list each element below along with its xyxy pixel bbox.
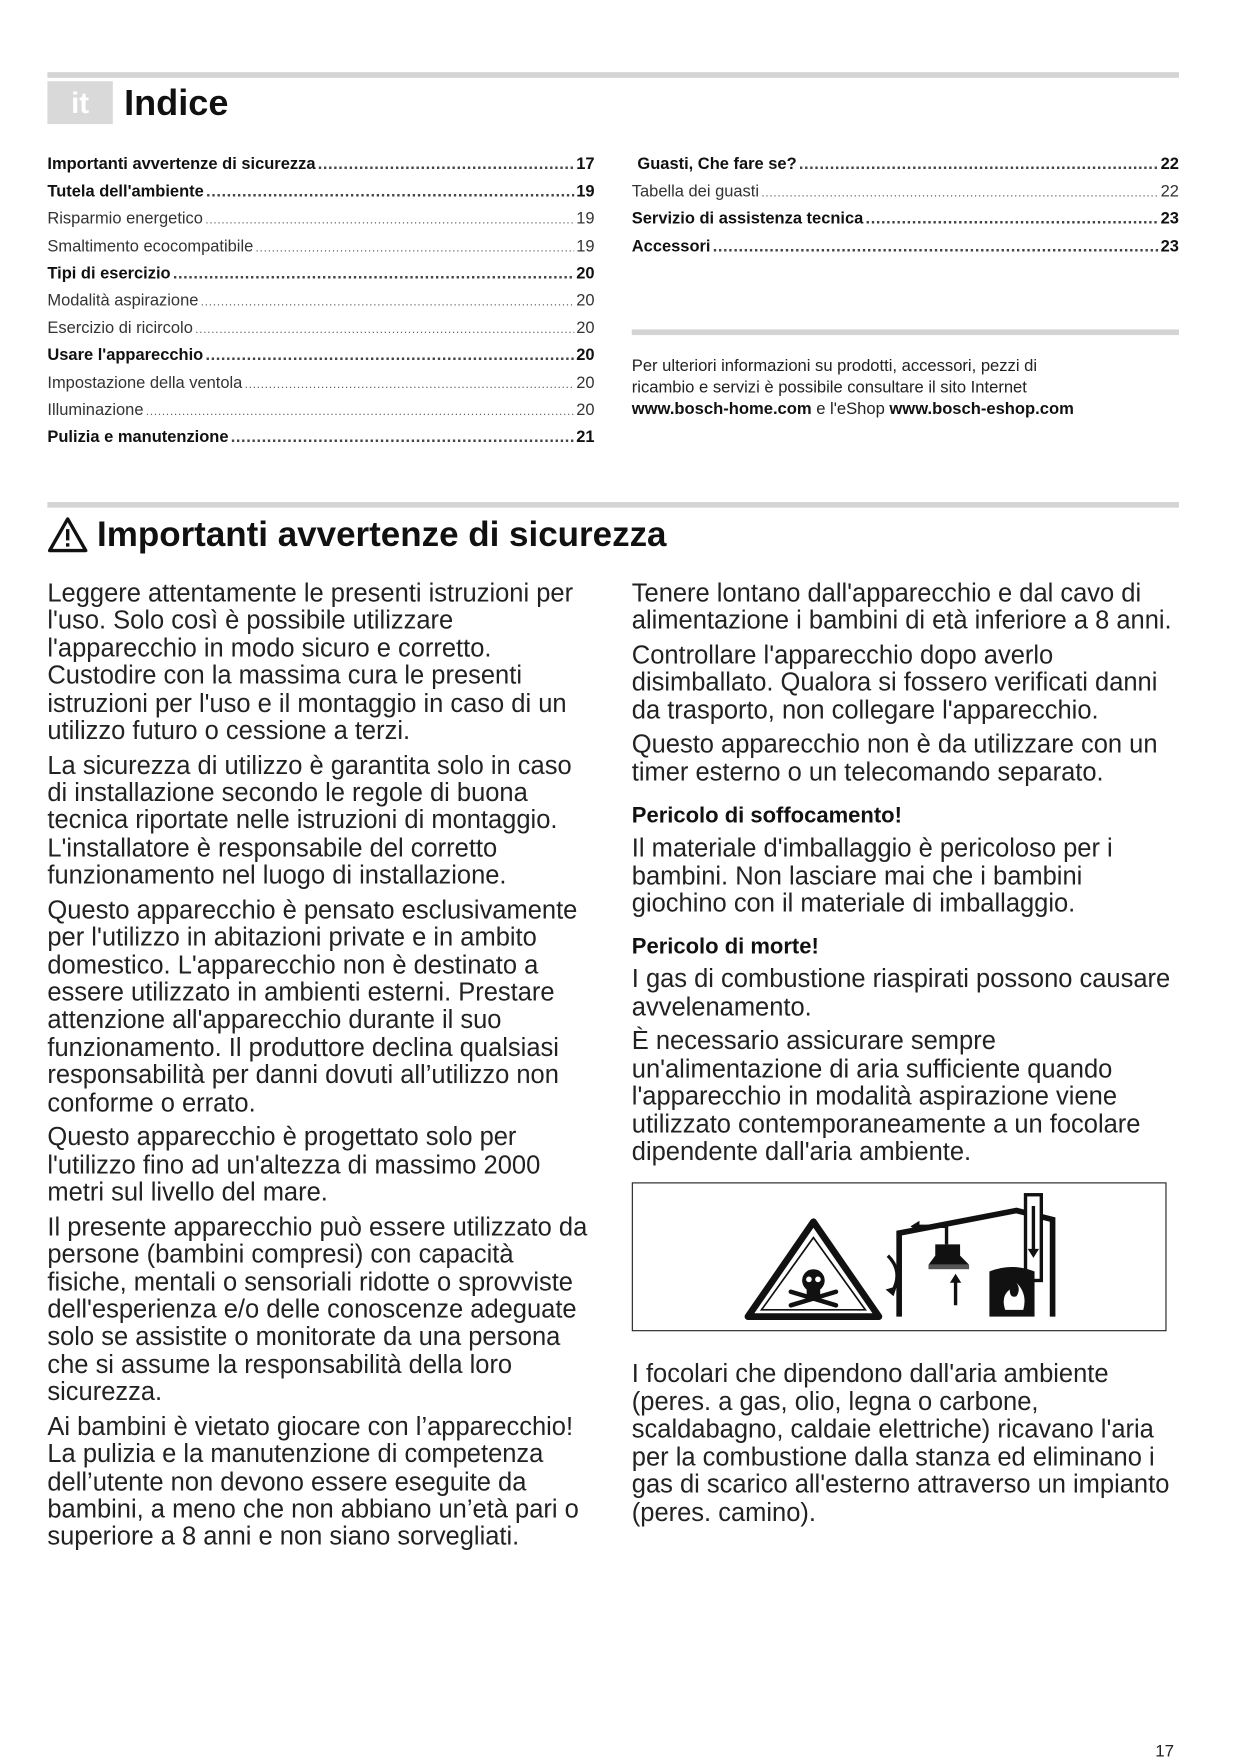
- toc-left-column: [47, 151, 594, 451]
- death-heading: Pericolo di morte!: [631, 934, 819, 960]
- warning-triangle-icon: [47, 517, 88, 553]
- page-number: 17: [1155, 1741, 1175, 1761]
- paragraph: Leggere attentamente le presenti istruzioni per l'uso. Solo così è possibile utilizzare l'apparecchio in modo sicuro e corretto. Custodire con la massima cura le presenti istruzioni per l'uso e il montaggio in caso di un utilizzo futuro o cessione a terzi.: [47, 578, 574, 745]
- left-text-column: [47, 580, 593, 1558]
- info-links: [632, 399, 1179, 420]
- poison-hazard-figure: [632, 1183, 1167, 1332]
- toc-entry[interactable]: Modalità aspirazione ..... 20: [47, 288, 594, 315]
- toc-entry[interactable]: Smaltimento ecocompatibile ..... 19: [47, 233, 594, 260]
- house-diagram-icon: [899, 1195, 1052, 1317]
- toc-title: Indice: [124, 82, 229, 123]
- toc-entry[interactable]: Tabella dei guasti ..... 22: [632, 178, 1179, 205]
- toc-entry[interactable]: Servizio di assistenza tecnica ..... 23: [632, 206, 1179, 233]
- bosch-home-link[interactable]: www.bosch-home.com: [631, 400, 812, 419]
- paragraph: Il presente apparecchio può essere utilizzato da persone (bambini compresi) con capacità fisiche, mentali o sensoriali ridotte o sprovviste dell'esperienza e/o delle conoscenze adeguate solo se assistite o monitorate da una persona che si assume la responsabilità della loro sicurezza.: [47, 1212, 588, 1406]
- suffocation-heading: Pericolo di soffocamento!: [631, 803, 902, 829]
- skull-warning-icon: [748, 1222, 879, 1317]
- toc-entry[interactable]: Esercizio di ricircolo ..... 20: [47, 315, 594, 342]
- bosch-eshop-link[interactable]: www.bosch-eshop.com: [889, 400, 1074, 419]
- paragraph: Il materiale d'imballaggio è pericoloso per i bambini. Non lasciare mai che i bambini giochino con il materiale di imballaggio.: [631, 833, 1113, 918]
- info-line: Per ulteriori informazioni su prodotti, accessori, pezzi di: [631, 357, 1038, 376]
- info-rule: [632, 329, 1179, 335]
- right-text-column: [632, 580, 1178, 1533]
- section-rule: [47, 502, 1179, 508]
- toc-entry[interactable]: Tutela dell'ambiente ..... 19: [47, 178, 594, 205]
- toc-entry[interactable]: Guasti, Che fare se? ..... 22: [632, 151, 1179, 178]
- toc-entry[interactable]: Illuminazione ..... 20: [47, 397, 594, 424]
- toc-entry[interactable]: Accessori ..... 23: [632, 233, 1179, 260]
- toc-entry[interactable]: Pulizia e manutenzione ..... 21: [47, 424, 594, 451]
- paragraph: Controllare l'apparecchio dopo averlo disimballato. Qualora si fossero verificati danni da trasporto, non collegare l'apparecchio.: [631, 640, 1158, 725]
- paragraph: Ai bambini è vietato giocare con l’apparecchio! La pulizia e la manutenzione di competenza dell’utente non devono essere eseguite da bambini, a meno che non abbiano un’età pari o superiore a 8 anni e non siano sorvegliati.: [47, 1412, 579, 1551]
- toc-entry[interactable]: Impostazione della ventola ..... 20: [47, 369, 594, 396]
- toc-entry[interactable]: Tipi di esercizio ..... 20: [47, 260, 594, 287]
- section-title: [47, 510, 666, 560]
- paragraph: Tenere lontano dall'apparecchio e dal cavo di alimentazione i bambini di età inferiore a 8 anni.: [631, 578, 1172, 635]
- toc-entry[interactable]: Usare l'apparecchio ..... 20: [47, 342, 594, 369]
- toc-right-column: [632, 151, 1179, 260]
- more-info-box: [632, 357, 1179, 421]
- info-connector: e l'eShop: [811, 400, 890, 419]
- language-badge: it: [47, 81, 112, 124]
- info-line: ricambio e servizi è possibile consultare il sito Internet: [631, 379, 1027, 398]
- paragraph: Questo apparecchio è pensato esclusivamente per l'utilizzo in abitazioni private e in ambito domestico. L'apparecchio non è destinato a essere utilizzato in ambienti esterni. Prestare attenzione all'apparecchio durante il suo funzionamento. Il produttore declina qualsiasi responsabilità per danni dovuti all’utilizzo non conforme o errato.: [47, 895, 578, 1117]
- paragraph: Questo apparecchio non è da utilizzare con un timer esterno o un telecomando separato.: [631, 730, 1158, 787]
- paragraph: La sicurezza di utilizzo è garantita solo in caso di installazione secondo le regole di buona tecnica riportate nelle istruzioni di montaggio. L'installatore è responsabile del corretto funzionamento nel luogo di installazione.: [47, 750, 572, 890]
- paragraph: I gas di combustione riaspirati possono causare avvelenamento.: [631, 965, 1171, 1021]
- paragraph: I focolari che dipendono dall'aria ambiente (peres. a gas, olio, legna o carbone, scaldabagno, caldaie elettriche) ricavano l'aria per la combustione dalla stanza ed eliminano i gas di scarico all'esterno attraverso un impianto (peres. camino).: [631, 1359, 1170, 1526]
- section-title-text: Importanti avvertenze di sicurezza: [97, 514, 667, 554]
- paragraph: È necessario assicurare sempre un'alimentazione di aria sufficiente quando l'apparecchio in modalità aspirazione viene utilizzato contemporaneamente a un focolare dipendente dall'aria ambiente.: [631, 1027, 1141, 1166]
- top-rule: [47, 72, 1179, 78]
- toc-entry[interactable]: Importanti avvertenze di sicurezza ..... 17: [47, 151, 594, 178]
- toc-entry[interactable]: Risparmio energetico ..... 19: [47, 206, 594, 233]
- paragraph: Questo apparecchio è progettato solo per l'utilizzo fino ad un'altezza di massimo 2000 metri sul livello del mare.: [47, 1122, 541, 1207]
